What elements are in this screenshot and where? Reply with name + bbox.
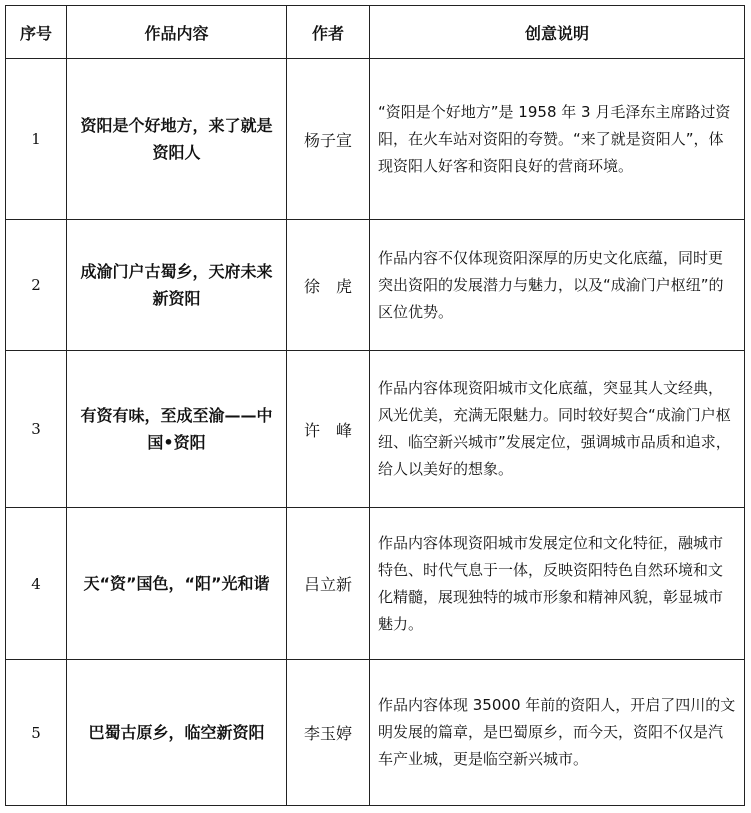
- row-author: 徐 虎: [287, 220, 370, 351]
- row-title: 资阳是个好地方，来了就是资阳人: [67, 59, 287, 220]
- row-description: 作品内容体现 35000 年前的资阳人，开启了四川的文明发展的篇章，是巴蜀原乡，而今天，资阳不仅是汽车产业城，更是临空新兴城市。: [370, 660, 745, 806]
- header-author: 作者: [287, 6, 370, 59]
- row-description: 作品内容体现资阳城市文化底蕴，突显其人文经典，风光优美，充满无限魅力。同时较好契合“成渝门户枢纽、临空新兴城市”发展定位，强调城市品质和追求，给人以美好的想象。: [370, 351, 745, 508]
- row-number: 1: [6, 59, 67, 220]
- table-row: [6, 508, 745, 660]
- header-desc: 创意说明: [370, 6, 745, 59]
- row-description: “资阳是个好地方”是 1958 年 3 月毛泽东主席路过资阳，在火车站对资阳的夸赞。“来了就是资阳人”，体现资阳人好客和资阳良好的营商环境。: [370, 59, 745, 220]
- header-title: 作品内容: [67, 6, 287, 59]
- row-number: 2: [6, 220, 67, 351]
- table-row: [6, 220, 745, 351]
- row-number: 3: [6, 351, 67, 508]
- row-title: 成渝门户古蜀乡，天府未来新资阳: [67, 220, 287, 351]
- row-description: 作品内容不仅体现资阳深厚的历史文化底蕴，同时更突出资阳的发展潜力与魅力，以及“成渝门户枢纽”的区位优势。: [370, 220, 745, 351]
- row-title: 有资有味，至成至渝——中国•资阳: [67, 351, 287, 508]
- row-author: 许 峰: [287, 351, 370, 508]
- header-row: [6, 6, 745, 59]
- row-description: 作品内容体现资阳城市发展定位和文化特征，融城市特色、时代气息于一体，反映资阳特色自然环境和文化精髓，展现独特的城市形象和精神风貌，彰显城市魅力。: [370, 508, 745, 660]
- table-row: [6, 59, 745, 220]
- row-author: 吕立新: [287, 508, 370, 660]
- table-row: [6, 351, 745, 508]
- row-author: 杨子宣: [287, 59, 370, 220]
- row-author: 李玉婷: [287, 660, 370, 806]
- row-number: 4: [6, 508, 67, 660]
- row-title: 天“资”国色，“阳”光和谐: [67, 508, 287, 660]
- slogan-table: [5, 5, 745, 806]
- row-number: 5: [6, 660, 67, 806]
- row-title: 巴蜀古原乡，临空新资阳: [67, 660, 287, 806]
- table-row: [6, 660, 745, 806]
- header-num: 序号: [6, 6, 67, 59]
